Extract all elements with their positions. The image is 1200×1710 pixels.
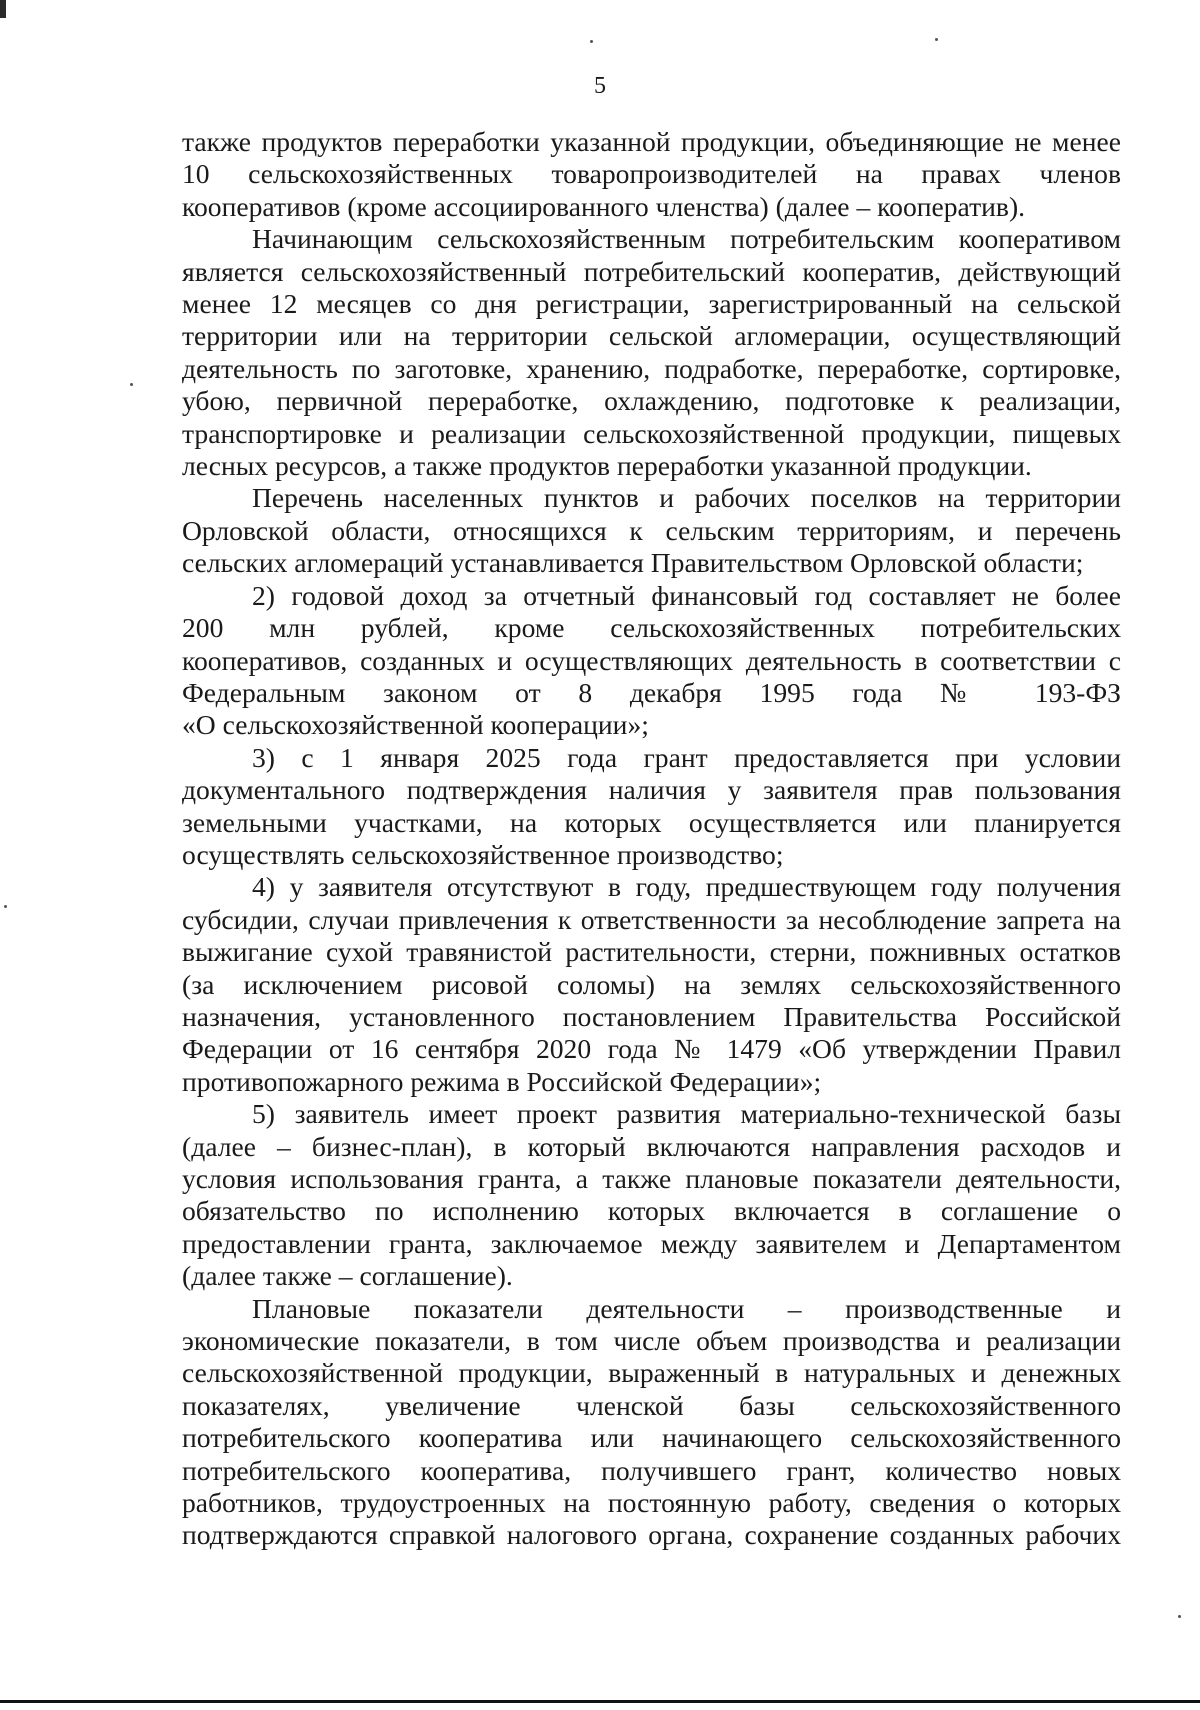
scan-speck — [935, 38, 938, 41]
text-line: Федеральным законом от 8 декабря 1995 года № 193-ФЗ — [182, 676, 1121, 708]
text-line: предоставлении гранта, заключаемое между заявителем и Департаментом — [182, 1227, 1121, 1259]
text-line: сельских агломераций устанавливается Правительством Орловской области; — [182, 547, 1084, 579]
text-line: является сельскохозяйственный потребительский кооператив, действующий — [182, 255, 1121, 287]
text-line: кооперативов, созданных и осуществляющих деятельность в соответствии с — [182, 644, 1121, 676]
paragraph — [182, 871, 1121, 1098]
paragraph — [182, 223, 1121, 482]
text-line: (за исключением рисовой соломы) на землях сельскохозяйственного — [182, 968, 1121, 1000]
scan-speck — [1178, 1615, 1181, 1618]
text-line: обязательство по исполнению которых включается в соглашение о — [182, 1195, 1121, 1227]
text-line: менее 12 месяцев со дня регистрации, зарегистрированный на сельской — [182, 288, 1121, 320]
text-line: 5) заявитель имеет проект развития материально-технической базы — [252, 1098, 1121, 1130]
text-line: субсидии, случаи привлечения к ответственности за несоблюдение запрета на — [182, 903, 1121, 935]
text-line: также продуктов переработки указанной продукции, объединяющие не менее — [182, 126, 1121, 157]
text-line: убою, первичной переработке, охлаждению, подготовке к реализации, — [182, 385, 1121, 417]
scan-bottom-edge — [0, 1700, 1200, 1703]
paragraph — [182, 482, 1121, 579]
paragraph — [182, 1098, 1121, 1292]
text-line: (далее также – соглашение). — [182, 1260, 513, 1292]
text-line: «О сельскохозяйственной кооперации»; — [182, 709, 649, 741]
text-line: показателях, увеличение членской базы сельскохозяйственного — [182, 1389, 1121, 1421]
page-number: 5 — [594, 73, 606, 99]
text-line: кооперативов (кроме ассоциированного членства) (далее – кооператив). — [182, 190, 1026, 222]
text-line: назначения, установленного постановлением Правительства Российской — [182, 1000, 1121, 1032]
text-line: 200 млн рублей, кроме сельскохозяйственных потребительских — [182, 612, 1121, 644]
text-line: Плановые показатели деятельности – производственные и — [252, 1292, 1121, 1324]
text-line: условия использования гранта, а также плановые показатели деятельности, — [182, 1163, 1121, 1194]
text-line: Перечень населенных пунктов и рабочих поселков на территории — [252, 482, 1121, 514]
text-line: лесных ресурсов, а также продуктов переработки указанной продукции. — [182, 450, 1032, 482]
text-line: территории или на территории сельской агломерации, осуществляющий — [182, 320, 1121, 352]
paragraph — [182, 126, 1121, 223]
text-line: сельскохозяйственной продукции, выраженный в натуральных и денежных — [182, 1357, 1121, 1389]
text-line: осуществлять сельскохозяйственное производство; — [182, 838, 784, 870]
scan-speck — [130, 383, 133, 386]
text-line: земельными участками, на которых осуществляется или планируется — [182, 806, 1121, 838]
text-line: потребительского кооператива или начинающего сельскохозяйственного — [182, 1422, 1121, 1454]
text-line: Орловской области, относящихся к сельским территориям, и перечень — [182, 514, 1121, 546]
text-line: деятельность по заготовке, хранению, подработке, переработке, сортировке, — [182, 352, 1121, 384]
text-line: работников, трудоустроенных на постоянную работу, сведения о которых — [182, 1487, 1121, 1519]
text-line: экономические показатели, в том числе объем производства и реализации — [182, 1325, 1121, 1357]
scan-speck — [590, 40, 593, 43]
scan-speck — [4, 905, 7, 908]
text-line: противопожарного режима в Российской Федерации»; — [182, 1065, 822, 1097]
paragraph — [182, 1293, 1121, 1552]
paragraph — [182, 580, 1121, 742]
text-line: 4) у заявителя отсутствуют в году, предшествующем году получения — [252, 871, 1121, 903]
text-line: подтверждаются справкой налогового органа, сохранение созданных рабочих — [182, 1519, 1121, 1551]
text-line: 10 сельскохозяйственных товаропроизводителей на правах членов — [182, 158, 1121, 190]
text-line: транспортировке и реализации сельскохозяйственной продукции, пищевых — [182, 417, 1121, 449]
scan-edge-mark — [0, 0, 6, 18]
text-line: потребительского кооператива, получившего грант, количество новых — [182, 1454, 1121, 1486]
document-body — [182, 126, 1121, 1552]
paragraph — [182, 742, 1121, 872]
text-line: документального подтверждения наличия у заявителя прав пользования — [182, 774, 1121, 806]
text-line: Федерации от 16 сентября 2020 года № 1479 «Об утверждении Правил — [182, 1033, 1121, 1065]
text-line: выжигание сухой травянистой растительности, стерни, пожнивных остатков — [182, 936, 1121, 968]
text-line: Начинающим сельскохозяйственным потребительским кооперативом — [252, 223, 1121, 255]
text-line: 2) годовой доход за отчетный финансовый год составляет не более — [252, 579, 1121, 611]
text-line: (далее – бизнес-план), в который включаются направления расходов и — [182, 1130, 1121, 1162]
text-line: 3) с 1 января 2025 года грант предоставляется при условии — [252, 741, 1121, 773]
